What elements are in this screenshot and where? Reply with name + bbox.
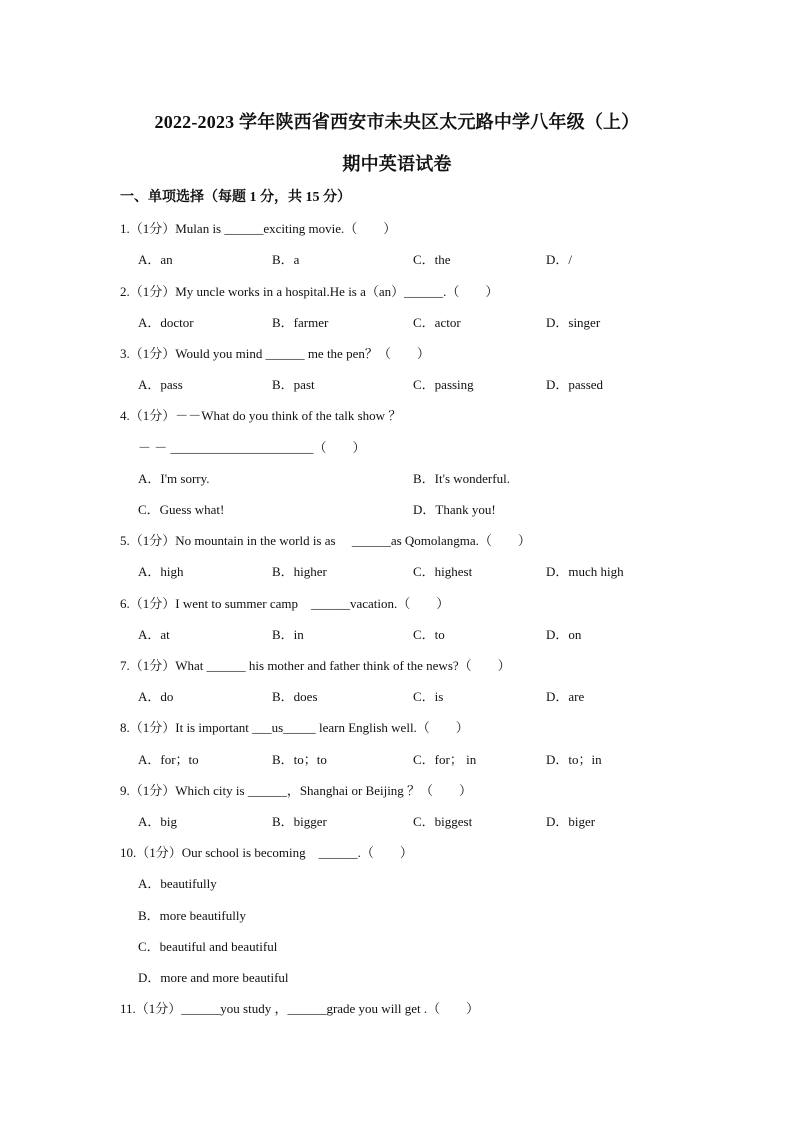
question-3-stem: 3.（1分）Would you mind ______ me the pen？（ ） bbox=[120, 346, 430, 361]
question-3-option-b: B．past bbox=[272, 377, 315, 392]
question-10-stem: 10.（1分）Our school is becoming ______.（ ） bbox=[120, 845, 413, 860]
question-4-option-b: B．It's wonderful. bbox=[413, 471, 510, 486]
question-5-option-c: C．highest bbox=[413, 564, 473, 579]
question-10-option-c: C．beautiful and beautiful bbox=[138, 939, 278, 954]
question-5-option-a: A．high bbox=[138, 564, 184, 579]
question-3-option-c: C．passing bbox=[413, 377, 474, 392]
question-7-option-b: B．does bbox=[272, 689, 318, 704]
question-5-stem: 5.（1分）No mountain in the world is as ______as Qomolangma.（ ） bbox=[120, 533, 531, 548]
section-heading: 一、单项选择（每题 1 分，共 15 分） bbox=[120, 190, 351, 205]
question-8-option-c: C．for； in bbox=[413, 752, 477, 767]
question-10-option-d: D．more and more beautiful bbox=[138, 970, 289, 985]
question-9-option-a: A．big bbox=[138, 814, 178, 829]
question-2-option-a: A．doctor bbox=[138, 315, 194, 330]
question-1-option-d: D．/ bbox=[546, 252, 573, 267]
question-5-option-d: D．much high bbox=[546, 564, 624, 579]
question-3-option-a: A．pass bbox=[138, 377, 183, 392]
question-10-option-a: A．beautifully bbox=[138, 876, 217, 891]
question-7-stem: 7.（1分）What ______ his mother and father think of the news?（ ） bbox=[120, 658, 511, 673]
question-9-option-d: D．biger bbox=[546, 814, 596, 829]
question-9-option-b: B．bigger bbox=[272, 814, 327, 829]
question-4-option-d: D．Thank you! bbox=[413, 502, 496, 517]
question-4-stem-answer: － － ______________________（ ） bbox=[138, 440, 366, 455]
question-10-option-b: B．more beautifully bbox=[138, 908, 246, 923]
question-4-stem: 4.（1分）－－What do you think of the talk show ？ bbox=[120, 408, 402, 423]
question-11-stem: 11.（1分）______you study ，______grade you will get .（ ） bbox=[120, 1001, 480, 1016]
question-1-stem: 1.（1分）Mulan is ______exciting movie.（ ） bbox=[120, 221, 397, 236]
question-6-option-a: A．at bbox=[138, 627, 170, 642]
question-9-option-c: C．biggest bbox=[413, 814, 473, 829]
question-8-stem: 8.（1分）It is important ___us_____ learn English well.（ ） bbox=[120, 720, 469, 735]
question-6-option-c: C．to bbox=[413, 627, 445, 642]
question-8-option-a: A．for；to bbox=[138, 752, 199, 767]
question-3-option-d: D．passed bbox=[546, 377, 604, 392]
question-1-option-b: B．a bbox=[272, 252, 300, 267]
question-8-option-b: B．to；to bbox=[272, 752, 327, 767]
question-2-option-b: B．farmer bbox=[272, 315, 329, 330]
exam-title-line1: 2022-2023 学年陕西省西安市未央区太元路中学八年级（上） bbox=[154, 112, 640, 132]
question-2-stem: 2.（1分）My uncle works in a hospital.He is a（an）______.（ ） bbox=[120, 284, 499, 299]
question-1-option-a: A．an bbox=[138, 252, 173, 267]
question-2-option-d: D．singer bbox=[546, 315, 601, 330]
question-4-option-c: C．Guess what! bbox=[138, 502, 225, 517]
question-9-stem: 9.（1分）Which city is ______，Shanghai or Beijing ？（ ） bbox=[120, 783, 473, 798]
question-7-option-a: A．do bbox=[138, 689, 174, 704]
exam-title-line2: 期中英语试卷 bbox=[342, 154, 452, 174]
question-6-option-d: D．on bbox=[546, 627, 582, 642]
question-6-stem: 6.（1分）I went to summer camp ______vacation.（ ） bbox=[120, 596, 450, 611]
question-8-option-d: D．to；in bbox=[546, 752, 602, 767]
question-7-option-d: D．are bbox=[546, 689, 585, 704]
question-6-option-b: B．in bbox=[272, 627, 304, 642]
question-1-option-c: C．the bbox=[413, 252, 451, 267]
question-7-option-c: C．is bbox=[413, 689, 444, 704]
question-5-option-b: B．higher bbox=[272, 564, 327, 579]
question-4-option-a: A．I'm sorry. bbox=[138, 471, 210, 486]
question-2-option-c: C．actor bbox=[413, 315, 461, 330]
